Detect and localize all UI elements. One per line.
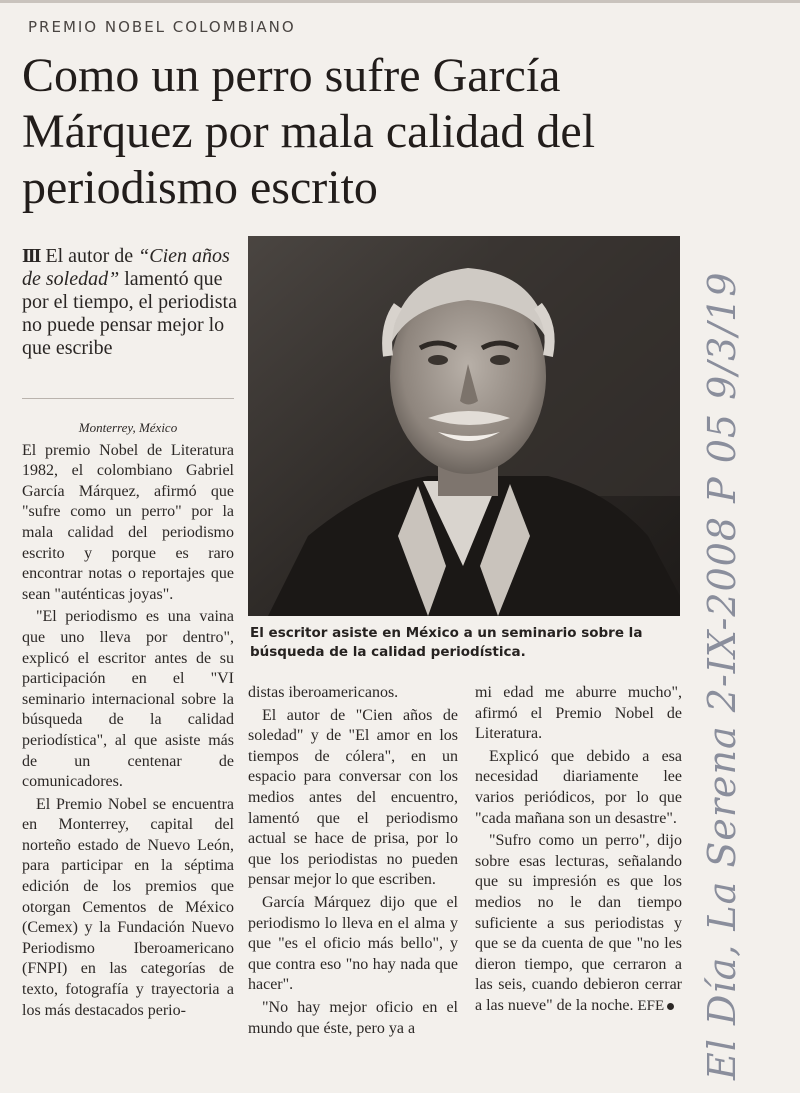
summary-divider <box>22 398 234 399</box>
summary-bars: III <box>22 245 40 267</box>
article-column-3 <box>475 683 682 1019</box>
summary-book-title: “Cien años de soledad” <box>22 245 230 290</box>
section-kicker: PREMIO NOBEL COLOMBIANO <box>28 18 296 36</box>
handwritten-margin-note: El Día, La Serena 2-IX-2008 P 05 9/3/19 <box>700 271 744 1080</box>
article-column-1 <box>22 418 234 1023</box>
paragraph: Explicó que debido a esa necesidad diariamente lee varios periódicos, por lo que "cada mañana son un desastre". <box>475 747 682 827</box>
page-top-edge <box>0 0 800 3</box>
article-column-2 <box>248 683 458 1041</box>
paragraph: García Márquez dijo que el periodismo lo lleva en el alma y que "es el oficio más bello", y que contra eso "no hay nada que hacer". <box>248 893 458 994</box>
paragraph: El Premio Nobel se encuentra en Monterrey, capital del norteño estado de Nuevo León, para participar en la séptima edición de los premios que otorgan Cementos de México (Cemex) y la Fundación Nuevo Periodismo Iberoamericano (FNPI) en las categorías de texto, fotografía y trayectoria a los más destacados perio- <box>22 795 234 1019</box>
photo-caption: El escritor asiste en México a un seminario sobre la búsqueda de la calidad periodística. <box>250 625 643 660</box>
headline: Como un perro sufre García Márquez por mala calidad del periodismo escrito <box>22 49 596 214</box>
paragraph: El autor de "Cien años de soledad" y de "El amor en los tiempos de cólera", en un espacio para conversar con los medios antes del encuentro, lamentó que el periodismo actual se hace de prisa, por lo que los periodistas no pueden pensar mejor lo que escriben. <box>248 706 458 889</box>
paragraph: mi edad me aburre mucho", afirmó el Premio Nobel de Literatura. <box>475 684 682 743</box>
paragraph-text: "Sufro como un perro", dijo sobre esas lecturas, señalando que su impresión es que los medios no le dan tiempo suficiente a sus periodistas y que se da cuenta de que "no les dieron tiempo, que cerraron a las seis, cuando debieron cerrar a las nueve" de la noche. <box>475 832 682 1014</box>
summary-lead-part-2: lamentó que por el tiempo, el periodista no puede pensar mejor lo que escribe <box>22 268 237 359</box>
author-photo <box>248 236 680 616</box>
paragraph: "No hay mejor oficio en el mundo que éste, pero ya a <box>248 998 458 1037</box>
paragraph: distas iberoamericanos. <box>248 684 399 701</box>
summary-lead <box>22 245 237 360</box>
dateline: Monterrey, México <box>78 420 178 435</box>
portrait-illustration <box>248 236 680 616</box>
summary-lead-part-1: El autor de <box>45 245 139 267</box>
paragraph <box>475 831 682 1016</box>
paragraph: El premio Nobel de Literatura 1982, el colombiano Gabriel García Márquez, afirmó que "sufre como un perro" por la mala calidad del periodismo escrito y porque es raro encontrar notas o reportajes que sean "auténticas joyas". <box>22 441 234 603</box>
end-mark-icon <box>667 1003 674 1010</box>
paragraph: "El periodismo es una vaina que uno lleva por dentro", explicó el escritor antes de su participación en el "VI seminario internacional sobre la búsqueda de la calidad periodística", al que asiste más de un centenar de comunicadores. <box>22 608 234 791</box>
agency-signature: EFE <box>637 997 665 1014</box>
